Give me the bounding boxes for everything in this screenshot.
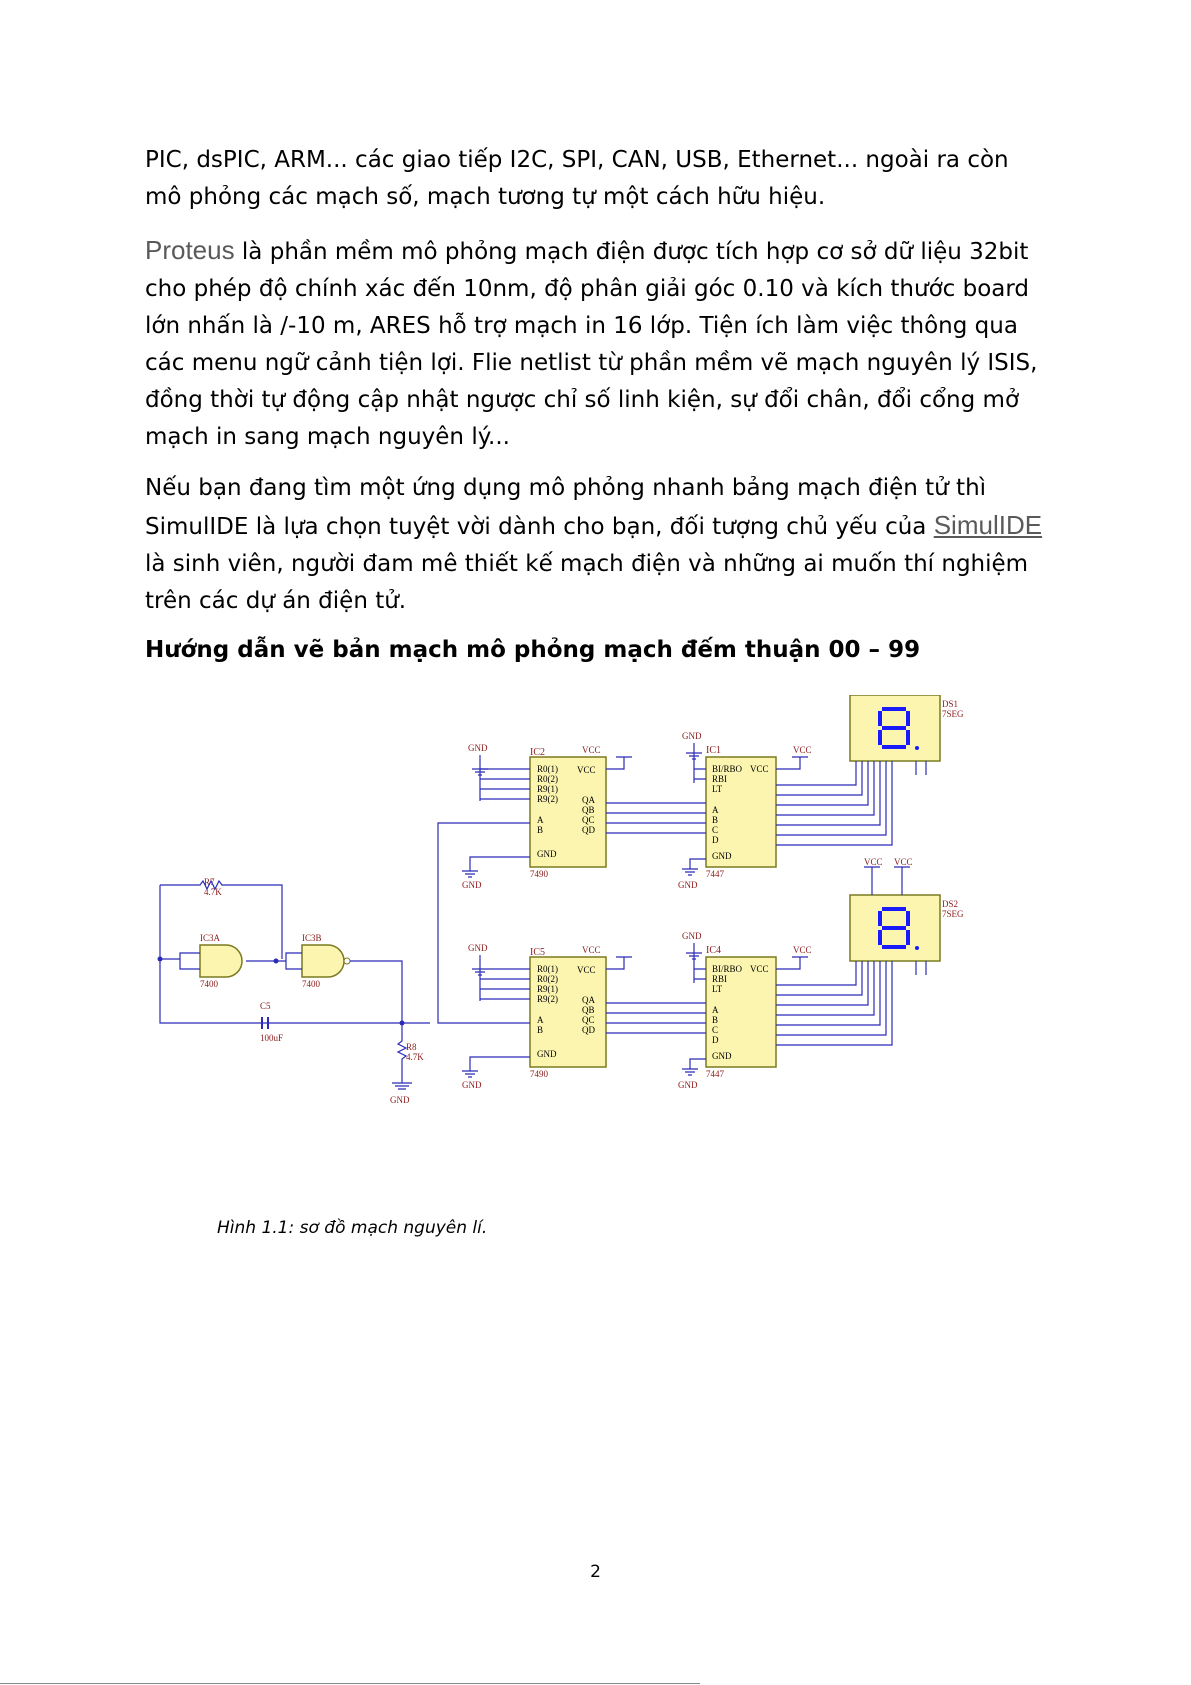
circuit-schematic [150,695,1030,1195]
page-number: 2 [590,1562,601,1582]
ic1-pin-bi: BI/RBO [712,764,743,774]
ic3b-part: 7400 [302,979,320,989]
ic5-pin-r01: R0(1) [537,964,558,974]
ic1-pin-b: B [712,815,719,825]
ic5-label: IC5 [530,947,545,958]
ic2-pin-r01: R0(1) [537,764,558,774]
ic4-gnd-bottom-label: GND [678,1080,698,1090]
ic1-label: IC1 [706,745,721,756]
c5-label: C5 [260,1001,271,1011]
r8-label: R8 [406,1042,417,1052]
paragraph-simulide [145,470,1050,620]
ic1-pin-rbi: RBI [712,774,728,784]
simulide-link[interactable]: SimulIDE [933,510,1043,540]
ic2-gnd-bottom-label: GND [462,880,482,890]
ds2-type: 7SEG [942,909,964,919]
ic4-vcc-label: VCC [793,945,812,955]
ds2-label: DS2 [942,899,959,909]
ic5-pin-r02: R0(2) [537,974,558,984]
ic5-pin-r92: R9(2) [537,994,558,1004]
simulide-intro: Nếu bạn đang tìm một ứng dụng mô phỏng nhanh bảng mạch điện tử thì SimulIDE là lựa chọn tuyệt vời dành cho bạn, đối tượng chủ yếu của [145,475,987,540]
ic4-pin-bi: BI/RBO [712,964,743,974]
ic2-pin-vcc: VCC [577,765,596,775]
paragraph-proteus [145,232,1050,456]
ic5-pin-qc: QC [582,1015,595,1025]
c5-value: 100uF [260,1033,284,1043]
paragraph-microcontrollers: PIC, dsPIC, ARM... các giao tiếp I2C, SPI, CAN, USB, Ethernet... ngoài ra còn mô phỏng các mạch số, mạch tương tự một cách hữu hiệu. [145,147,1009,210]
ds1-label: DS1 [942,699,959,709]
ic2-part: 7490 [530,869,548,879]
ic1-vcc-label: VCC [793,745,812,755]
page-bottom-rule [0,1683,700,1684]
ic2-pin-r92: R9(2) [537,794,558,804]
ic2-vcc-label: VCC [582,745,601,755]
r7-label: R7 [204,877,215,887]
ic4-pin-vcc: VCC [750,964,769,974]
proteus-description: là phần mềm mô phỏng mạch điện được tích hợp cơ sở dữ liệu 32bit cho phép độ chính xác đến 10nm, độ phân giải góc 0.10 và kích thước board lớn nhấn là /-10 m, ARES hỗ trợ mạch in 16 lớp. Tiện ích làm việc thông qua các menu ngữ cảnh tiện lợi. Flie netlist từ phần mềm vẽ mạch nguyên lý ISIS, đồng thời tự động cập nhật ngược chỉ số linh kiện, sự đổi chân, đổi cổng mở mạch in sang mạch nguyên lý... [145,239,1038,450]
ic5-pin-a: A [537,1015,544,1025]
ic4-pin-lt: LT [712,984,723,994]
ic3b-label: IC3B [302,933,322,943]
ic1-pin-c: C [712,825,719,835]
ic4-pin-b: B [712,1015,719,1025]
ic2-label: IC2 [530,747,545,758]
ic1-pin-vcc: VCC [750,764,769,774]
ds1-display [850,695,940,761]
ds1-type: 7SEG [942,709,964,719]
ic1-pin-d: D [712,835,719,845]
ic2-pin-a: A [537,815,544,825]
ic5-pin-r91: R9(1) [537,984,558,994]
ic4-pin-c: C [712,1025,719,1035]
r8-gnd-label: GND [390,1095,410,1105]
ic3b-gate [302,945,344,977]
ic5-part: 7490 [530,1069,548,1079]
ic3a-part: 7400 [200,979,218,989]
ic2-pin-qd: QD [582,825,595,835]
r8-value: 4.7K [406,1052,424,1062]
ic4-part: 7447 [706,1069,724,1079]
simulide-audience: là sinh viên, người đam mê thiết kế mạch điện và những ai muốn thí nghiệm trên các dự án điện tử. [145,551,1029,614]
ic4-pin-d: D [712,1035,719,1045]
section-heading: Hướng dẫn vẽ bản mạch mô phỏng mạch đếm thuận 00 – 99 [145,637,921,663]
ic2-pin-qc: QC [582,815,595,825]
ic1-pin-a: A [712,805,719,815]
ic2-pin-b: B [537,825,544,835]
r7-value: 4.7K [204,887,222,897]
ic4-pin-a: A [712,1005,719,1015]
ic4-label: IC4 [706,945,721,956]
ic3a-label: IC3A [200,933,220,943]
ic4-pin-gnd: GND [712,1051,732,1061]
ic5-pin-qd: QD [582,1025,595,1035]
ic2-pin-qb: QB [582,805,595,815]
proteus-link[interactable]: Proteus [145,235,235,265]
ic5-pin-qb: QB [582,1005,595,1015]
ic4-gnd-top-label: GND [682,931,702,941]
ic5-gnd-bottom-label: GND [462,1080,482,1090]
ic2-pin-r91: R9(1) [537,784,558,794]
ic1-pin-lt: LT [712,784,723,794]
ic2-pin-qa: QA [582,795,595,805]
ic2-pin-r02: R0(2) [537,774,558,784]
ds2-vcc-label-2: VCC [894,857,913,867]
ic5-vcc-label: VCC [582,945,601,955]
ic5-pin-gnd: GND [537,1049,557,1059]
ic1-gnd-top-label: GND [682,731,702,741]
ic2-gnd-top-label: GND [468,743,488,753]
ic5-pin-b: B [537,1025,544,1035]
ds2-vcc-label: VCC [864,857,883,867]
ic4-pin-rbi: RBI [712,974,728,984]
ic1-pin-gnd: GND [712,851,732,861]
ic3a-gate [200,945,242,977]
circuit-schematic-figure [150,695,1030,1195]
ds2-display [850,895,940,961]
ic5-pin-vcc: VCC [577,965,596,975]
ic5-gnd-top-label: GND [468,943,488,953]
ic1-gnd-bottom-label: GND [678,880,698,890]
ic1-part: 7447 [706,869,724,879]
ic2-pin-gnd: GND [537,849,557,859]
figure-caption: Hình 1.1: sơ đồ mạch nguyên lí. [217,1218,488,1238]
ic5-pin-qa: QA [582,995,595,1005]
